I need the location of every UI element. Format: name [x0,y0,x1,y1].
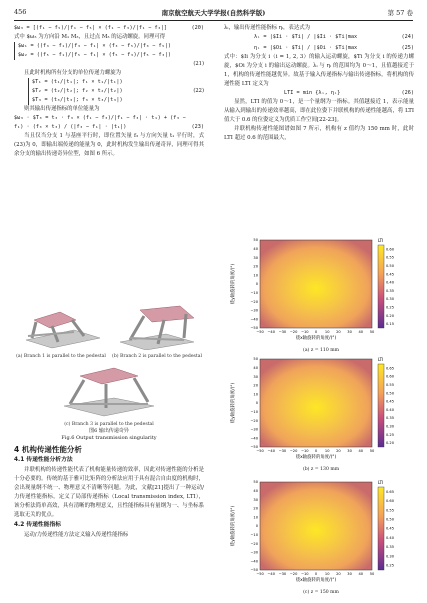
y-tick-label: 20 [253,383,258,388]
y-tick-label: −30 [250,427,258,432]
colorbar-tick-label: 0.30 [386,297,395,302]
y-tick-label: 10 [253,515,258,520]
colorbar-title: LTI [378,480,384,485]
page-number: 456 [14,8,27,16]
equation-20-body: $ω₃ = [(f₁ − f₅)/|f₁ − f₅| × (f₁ − f₃)/|f₁ − f₃|] [14,25,168,31]
equation-number: (23) [191,124,204,130]
x-tick-label: −30 [278,330,287,334]
equation-25-body: ηᵢ = |$Oi · $Ti| / |$Oi · $Ti|max [254,45,358,51]
paragraph: 式中：$Ii 为分支 i（i = 1, 2, 3）的输入运动螺旋，$Ti 为分支 i 的传递力螺旋，$Oi 为分支 i 的输出运动螺旋。λᵢ 与 ηᵢ 的范围均为 0～1，且值越接近于 1，机构的传递性能越优异。故基于输入传递指标与输出传递指标，将机构的传递性能 LTI 定义为 [224,54,414,87]
right-column [224,24,414,143]
colorbar-tick-label: 0.15 [386,322,395,327]
paragraph: 显然，LTI 的值为 0～1，是一个量纲为一指标。其值越接近 1，表示能量从输入到输出的传递效率越高，即在此位姿下并联机构的传递性能越高，将 LTI 值大于 0.6 的位姿定义为优质工作空间[22-23]。 [224,99,414,123]
heatmap-field [260,482,372,570]
figure-6a [14,302,108,360]
equation-24-body: λᵢ = |$Ii · $Ti| / |$Ii · $Ti|max [254,34,358,40]
y-tick-label: 30 [253,374,258,379]
y-tick-label: −10 [250,410,258,414]
x-tick-label: −40 [267,330,275,334]
equation-number: (25) [401,45,414,51]
y-tick-label: −10 [250,533,258,537]
equation-24 [224,33,414,42]
heatmap-ylabel: 绕y轴旋转的角度/(°) [231,505,236,547]
colorbar-tick-label: 0.35 [386,416,395,421]
x-tick-label: 20 [336,449,341,453]
y-tick-label: −30 [250,550,258,555]
colorbar-tick-label: 0.60 [386,374,395,379]
x-tick-label: −20 [289,330,298,334]
x-tick-label: −10 [301,572,309,576]
header-rule [14,20,413,21]
heatmap-sublabel: (b) z = 130 mm [302,467,340,472]
x-tick-label: −50 [256,449,264,453]
x-tick-label: 10 [324,330,330,334]
heatmap-figure-c [226,478,416,595]
y-tick-label: −20 [250,299,258,304]
y-tick-label: 50 [253,480,258,485]
y-tick-label: 10 [253,392,258,397]
colorbar-tick-label: 0.30 [386,424,395,429]
equation-line: $T₁ = (t₁/|t₁|; f₁ × t₁/|t₁|) [32,79,123,85]
y-tick-label: 20 [253,264,258,269]
x-tick-label: 0 [314,449,318,453]
colorbar-tick-label: 0.30 [386,554,395,559]
y-tick-label: 0 [255,282,258,287]
x-tick-label: 20 [336,572,341,576]
y-tick-label: 40 [253,366,258,370]
paragraph: 并联机构传递性能图谱如图 7 所示，机构有 z 值约为 150 mm 时，此时 LTI 超过 0.6 的范围最大， [224,126,414,141]
y-tick-label: 40 [253,247,258,251]
equation-number: (20) [191,25,204,31]
colorbar-tick-label: 0.60 [386,247,395,252]
figure-6 [14,302,204,442]
equation-23 [14,123,204,132]
x-tick-label: −20 [289,449,298,453]
heatmap-figure-b [226,355,416,472]
equation-22 [14,78,204,105]
left-column [14,24,204,159]
colorbar-tick-label: 0.45 [386,399,395,404]
heatmap-ylabel: 绕y轴旋转的角度/(°) [231,263,236,305]
equation-number: (26) [401,90,414,96]
y-tick-label: 30 [253,255,258,260]
equation-25 [224,44,414,53]
y-tick-label: −50 [250,326,258,331]
x-tick-label: 40 [358,572,364,576]
x-tick-label: −10 [301,330,309,334]
equation-26 [224,89,414,98]
equation-number: (21) [193,61,204,67]
heatmap-plot-b [226,355,416,463]
equation-line: $ω₃ · $T₃ = t₃ · f₃ × (f₁ − f₃)/|f₁ − f₃| · t₁) + (f₃ − [14,115,186,121]
y-tick-label: 10 [253,273,258,278]
subsection-heading: 4.2 传递性能指标 [14,522,62,528]
heatmap-plot-c [226,478,416,586]
colorbar-tick-label: 0.45 [386,526,395,531]
figure-6b [110,302,204,360]
colorbar-tick-label: 0.65 [386,489,395,494]
colorbar-title: LTI [378,238,384,243]
y-tick-label: −20 [250,541,258,546]
colorbar-tick-label: 0.45 [386,272,395,277]
colorbar [378,364,384,447]
y-tick-label: −50 [250,445,258,450]
equation-21 [14,42,204,60]
paragraph: 且此时机构所有分支的单位传递力螺旋为 [24,70,122,76]
equation-line: $T₃ = (t₃/|t₃|; f₃ × t₃/|t₃|) [32,97,123,103]
heatmap-ylabel: 绕y轴旋转的角度/(°) [231,382,236,424]
heatmap-field [260,359,372,447]
figure-caption-en: Fig.6 Output transmission singularity [61,435,157,441]
colorbar-tick-label: 0.55 [386,255,395,260]
colorbar-tick-label: 0.55 [386,508,395,513]
section-4 [14,440,204,540]
colorbar-tick-label: 0.20 [386,441,395,446]
colorbar-tick-label: 0.65 [386,366,395,371]
y-tick-label: −20 [250,418,258,423]
y-tick-label: −40 [250,559,258,564]
x-tick-label: 10 [324,572,330,576]
x-tick-label: −10 [301,449,309,453]
colorbar-tick-label: 0.25 [386,432,395,437]
heatmap-plot-a [226,236,416,344]
x-tick-label: −50 [256,572,264,576]
figure-6c [54,362,164,428]
equation-number: (22) [193,88,204,94]
y-tick-label: −40 [250,436,258,441]
heatmap-sublabel: (a) z = 110 mm [303,348,339,353]
equation-number: (24) [401,34,414,40]
x-tick-label: 40 [358,449,364,453]
equation-22-body [28,78,193,105]
equation-line: $ω₂ = ((f₅ − f₁)/|f₅ − f₁| × (f₅ − f₃)/|f₅ − f₃|) [18,52,172,58]
y-tick-label: 0 [255,524,258,529]
y-tick-label: 40 [253,489,258,493]
y-tick-label: 30 [253,497,258,502]
x-tick-label: 0 [314,330,318,334]
x-tick-label: 20 [336,330,341,334]
x-tick-label: −40 [267,449,275,453]
heatmap-xlabel: 绕x轴旋转的角度/(°) [295,455,337,460]
heatmap-figure-a [226,236,416,353]
figure-caption-cn: 图6 输出传递奇异 [89,428,129,434]
colorbar-tick-label: 0.35 [386,288,395,293]
colorbar-tick-label: 0.50 [386,263,395,268]
equation-line: f₁) · (f₃ × t₃) / (|f₃ − f₁| · |t₁|) [14,124,127,130]
page-header [0,8,427,20]
paragraph: 则其输出传递指标的单位能量为 [24,106,100,112]
x-tick-label: 30 [347,449,352,453]
x-tick-label: 50 [369,572,375,576]
paragraph: 式中 $ω₃ 为方向沿 M₁ M₃，且过点 M₃ 的运动螺旋。同理可得 [14,34,166,40]
x-tick-label: −50 [256,330,264,334]
x-tick-label: 40 [358,330,364,334]
colorbar-tick-label: 0.50 [386,391,395,396]
colorbar-tick-label: 0.60 [386,499,395,504]
heatmap-xlabel: 绕x轴旋转的角度/(°) [295,336,337,341]
subfigure-caption: (a) Branch 1 is parallel to the pedestal [16,354,106,359]
equation-26-body: LTI = min {λᵢ, ηᵢ} [284,90,341,96]
equation-20 [14,24,204,33]
subsection-heading: 4.1 传递性能分析方法 [14,457,73,463]
colorbar-tick-label: 0.55 [386,382,395,387]
paragraph: 运动/力传递性能方法定义输入传递性能指标 [24,532,129,538]
paragraph: 并联机构的传递性能代表了机构能量传递的效率，因此对传递性能的分析是十分必要的。传统的基于雅可比矩阵的分析法应用于具有混合自由度的机构时，会出现量纲不统一、物理意义不清晰等问题。为此，文献[21]提出了一种运动/力传递性能指标，定义了局部传递指标（Local transmission index, LTI），该分析法简单高效，具有清晰的物理意义，且性能指标具有量纲为一、与坐标系选取无关的优点。 [14,467,204,518]
colorbar-tick-label: 0.25 [386,305,395,310]
colorbar-tick-label: 0.25 [386,563,395,568]
subfigure-caption: (c) Branch 3 is parallel to the pedestal [64,422,154,427]
journal-title: 南京航空航天大学学报(自然科学版) [161,9,266,17]
colorbar-title: LTI [378,357,384,362]
x-tick-label: −30 [278,572,287,576]
colorbar-tick-label: 0.50 [386,517,395,522]
x-tick-label: 50 [369,330,375,334]
equation-line: $ω₁ = ((f₃ − f₁)/|f₃ − f₁| × (f₃ − f₅)/|f₃ − f₅|) [18,43,172,49]
x-tick-label: −40 [267,572,275,576]
x-tick-label: 30 [347,572,352,576]
subfigure-caption: (b) Branch 2 is parallel to the pedestal [112,354,202,359]
y-tick-label: 50 [253,357,258,362]
y-tick-label: 0 [255,401,258,406]
paragraph: 当且仅当分支 1 与基座平行时，即位置矢量 f₃ 与方向矢量 t₁ 平行时，式(23)为 0，即输出端传递的能量为 0，此时机构发生输出传递奇异，同理可得其余分支的输出传递奇异位型，如图 6 所示。 [14,133,204,157]
x-tick-label: 0 [314,572,318,576]
x-tick-label: 30 [347,330,352,334]
y-tick-label: 20 [253,506,258,511]
x-tick-label: −20 [289,572,298,576]
y-tick-label: −10 [250,291,258,295]
colorbar-tick-label: 0.40 [386,407,395,412]
x-tick-label: −30 [278,449,287,453]
paragraph: λᵢ，输出传递性能指标 ηᵢ，表达式为 [224,25,310,31]
robot-branch3-image [54,362,164,418]
y-tick-label: −30 [250,308,258,313]
x-tick-label: 50 [369,449,375,453]
volume-label: 第 57 卷 [387,9,413,17]
y-tick-label: −40 [250,317,258,322]
heatmap-xlabel: 绕x轴旋转的角度/(°) [295,578,337,583]
y-tick-label: 50 [253,238,258,243]
colorbar [378,487,384,570]
section-heading: 4 机构传递性能分析 [14,445,82,454]
x-tick-label: 10 [324,449,330,453]
colorbar-tick-label: 0.40 [386,535,395,540]
equation-line: $T₂ = (t₂/|t₂|; f₂ × t₂/|t₂|) [32,88,123,94]
colorbar [378,245,384,328]
heatmap-field [260,240,372,328]
robot-branch2-image [110,302,204,350]
colorbar-tick-label: 0.20 [386,313,395,318]
y-tick-label: −50 [250,568,258,573]
colorbar-tick-label: 0.35 [386,545,395,550]
colorbar-tick-label: 0.40 [386,280,395,285]
heatmap-sublabel: (c) z = 150 mm [303,590,339,595]
robot-branch1-image [14,302,108,350]
